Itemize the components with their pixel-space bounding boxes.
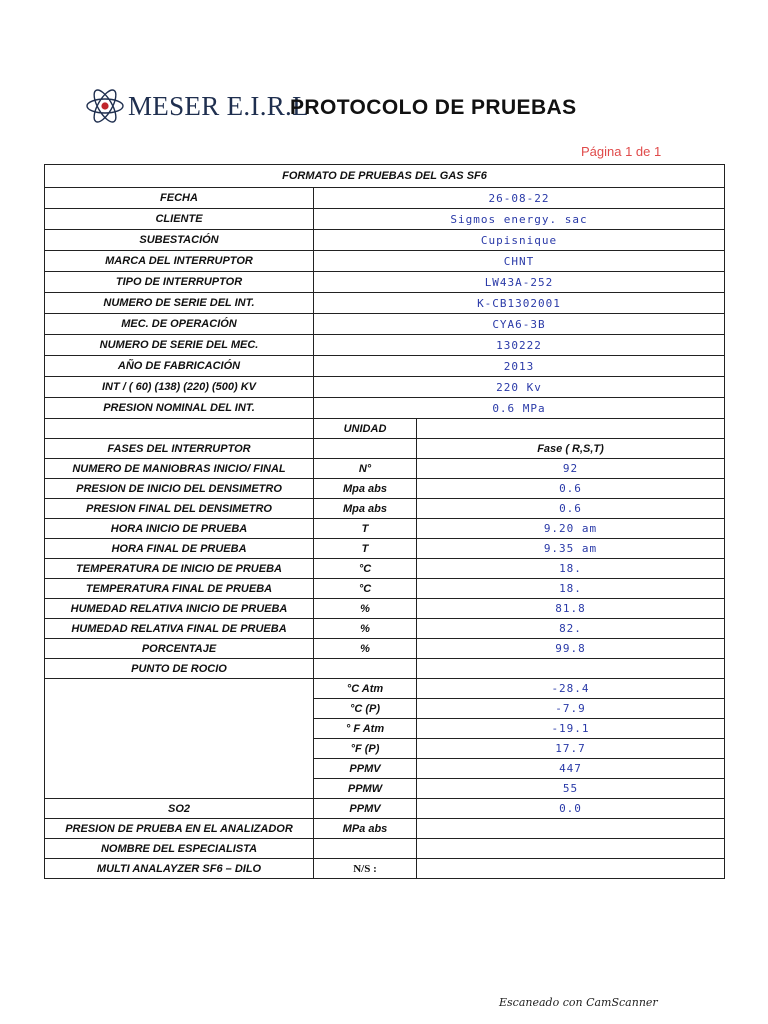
final-value	[417, 819, 725, 839]
field-label: CLIENTE	[45, 209, 314, 230]
test-unit: °C	[314, 579, 417, 599]
final-unit: MPa abs	[314, 819, 417, 839]
field-value: LW43A-252	[314, 272, 725, 293]
general-row	[45, 314, 725, 335]
blank-cell	[314, 439, 417, 459]
sf6-test-form	[44, 164, 725, 879]
test-unit: °C	[314, 559, 417, 579]
field-value: 130222	[314, 335, 725, 356]
dew-value: 447	[417, 759, 725, 779]
final-unit: N/S :	[314, 859, 417, 879]
blank-cell	[45, 419, 314, 439]
field-label: AÑO DE FABRICACIÓN	[45, 356, 314, 377]
test-unit: N°	[314, 459, 417, 479]
test-value: 99.8	[417, 639, 725, 659]
general-row	[45, 188, 725, 209]
final-row	[45, 799, 725, 819]
final-value: 0.0	[417, 799, 725, 819]
final-unit: PPMV	[314, 799, 417, 819]
field-value: 2013	[314, 356, 725, 377]
test-unit: %	[314, 599, 417, 619]
test-row	[45, 519, 725, 539]
final-value	[417, 839, 725, 859]
test-value: 9.35 am	[417, 539, 725, 559]
fases-label: FASES DEL INTERRUPTOR	[45, 439, 314, 459]
final-label: MULTI ANALAYZER SF6 – DILO	[45, 859, 314, 879]
page-number: Página 1 de 1	[581, 144, 662, 159]
test-value	[417, 659, 725, 679]
test-unit: %	[314, 619, 417, 639]
field-value: Cupisnique	[314, 230, 725, 251]
dew-row	[45, 679, 725, 699]
test-unit: T	[314, 519, 417, 539]
test-row	[45, 599, 725, 619]
test-row	[45, 619, 725, 639]
final-label: NOMBRE DEL ESPECIALISTA	[45, 839, 314, 859]
test-row	[45, 499, 725, 519]
dew-value: 17.7	[417, 739, 725, 759]
test-unit	[314, 659, 417, 679]
general-row	[45, 209, 725, 230]
company-name: MESER E.I.R.L	[128, 90, 309, 121]
dew-unit: ° F Atm	[314, 719, 417, 739]
test-label: PORCENTAJE	[45, 639, 314, 659]
final-row	[45, 819, 725, 839]
test-value: 92	[417, 459, 725, 479]
final-label: PRESION DE PRUEBA EN EL ANALIZADOR	[45, 819, 314, 839]
test-unit: %	[314, 639, 417, 659]
field-value: CHNT	[314, 251, 725, 272]
final-label: SO2	[45, 799, 314, 819]
field-label: INT / ( 60) (138) (220) (500) KV	[45, 377, 314, 398]
dew-value: 55	[417, 779, 725, 799]
test-value: 18.	[417, 559, 725, 579]
field-value: CYA6-3B	[314, 314, 725, 335]
test-row	[45, 479, 725, 499]
test-label: HUMEDAD RELATIVA FINAL DE PRUEBA	[45, 619, 314, 639]
final-unit	[314, 839, 417, 859]
unidad-header-row	[45, 419, 725, 439]
test-label: TEMPERATURA DE INICIO DE PRUEBA	[45, 559, 314, 579]
general-row	[45, 251, 725, 272]
field-label: MARCA DEL INTERRUPTOR	[45, 251, 314, 272]
test-row	[45, 579, 725, 599]
field-value: K-CB1302001	[314, 293, 725, 314]
test-unit: T	[314, 539, 417, 559]
test-row	[45, 559, 725, 579]
test-value: 82.	[417, 619, 725, 639]
test-unit: Mpa abs	[314, 499, 417, 519]
fase-header: Fase ( R,S,T)	[417, 439, 725, 459]
test-value: 9.20 am	[417, 519, 725, 539]
field-label: TIPO DE INTERRUPTOR	[45, 272, 314, 293]
dew-unit: °F (P)	[314, 739, 417, 759]
dew-value: -28.4	[417, 679, 725, 699]
general-row	[45, 293, 725, 314]
test-label: TEMPERATURA FINAL DE PRUEBA	[45, 579, 314, 599]
test-label: PUNTO DE ROCIO	[45, 659, 314, 679]
test-row	[45, 659, 725, 679]
test-row	[45, 459, 725, 479]
fases-row	[45, 439, 725, 459]
blank-cell	[417, 419, 725, 439]
dew-value: -7.9	[417, 699, 725, 719]
test-label: PRESION DE INICIO DEL DENSIMETRO	[45, 479, 314, 499]
field-label: FECHA	[45, 188, 314, 209]
field-label: SUBESTACIÓN	[45, 230, 314, 251]
test-row	[45, 639, 725, 659]
test-label: HORA INICIO DE PRUEBA	[45, 519, 314, 539]
dew-unit: PPMW	[314, 779, 417, 799]
atom-logo-icon	[84, 86, 126, 126]
field-value: Sigmos energy. sac	[314, 209, 725, 230]
general-row	[45, 377, 725, 398]
field-value: 0.6 MPa	[314, 398, 725, 419]
dew-value: -19.1	[417, 719, 725, 739]
final-row	[45, 859, 725, 879]
test-value: 0.6	[417, 499, 725, 519]
test-row	[45, 539, 725, 559]
test-label: HORA FINAL DE PRUEBA	[45, 539, 314, 559]
general-row	[45, 230, 725, 251]
test-value: 81.8	[417, 599, 725, 619]
scanner-watermark: Escaneado con CamScanner	[499, 996, 658, 1009]
dew-unit: °C Atm	[314, 679, 417, 699]
test-label: PRESION FINAL DEL DENSIMETRO	[45, 499, 314, 519]
field-label: MEC. DE OPERACIÓN	[45, 314, 314, 335]
general-row	[45, 356, 725, 377]
dew-unit: °C (P)	[314, 699, 417, 719]
form-title: FORMATO DE PRUEBAS DEL GAS SF6	[45, 165, 725, 188]
final-row	[45, 839, 725, 859]
general-row	[45, 272, 725, 293]
company-logo	[84, 86, 309, 126]
test-value: 0.6	[417, 479, 725, 499]
test-label: HUMEDAD RELATIVA INICIO DE PRUEBA	[45, 599, 314, 619]
field-label: NUMERO DE SERIE DEL INT.	[45, 293, 314, 314]
unidad-header: UNIDAD	[314, 419, 417, 439]
final-value	[417, 859, 725, 879]
field-label: PRESION NOMINAL DEL INT.	[45, 398, 314, 419]
test-value: 18.	[417, 579, 725, 599]
test-label: NUMERO DE MANIOBRAS INICIO/ FINAL	[45, 459, 314, 479]
dew-label-merged	[45, 679, 314, 799]
dew-unit: PPMV	[314, 759, 417, 779]
field-value: 26-08-22	[314, 188, 725, 209]
field-value: 220 Kv	[314, 377, 725, 398]
general-row	[45, 398, 725, 419]
general-row	[45, 335, 725, 356]
test-unit: Mpa abs	[314, 479, 417, 499]
field-label: NUMERO DE SERIE DEL MEC.	[45, 335, 314, 356]
document-title: PROTOCOLO DE PRUEBAS	[290, 96, 577, 119]
